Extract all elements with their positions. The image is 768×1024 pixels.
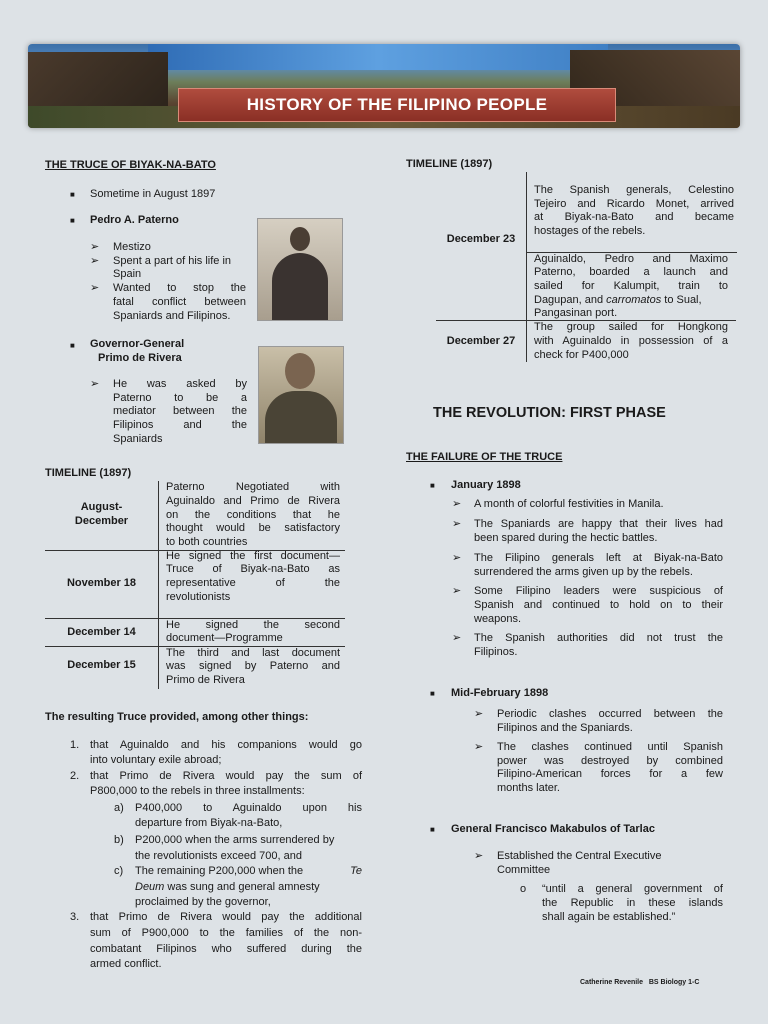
provision-text: into voluntary exile abroad;: [90, 754, 222, 766]
general-item: Established the Central Executive: [497, 850, 662, 862]
sub-text: was sung and general amnesty: [164, 881, 320, 893]
timeline-desc: sailed for Kalumpit, train to: [534, 280, 728, 292]
sub-text: proclaimed by the governor,: [135, 896, 271, 908]
provision-text: P800,000 to the rebels in three installments:: [90, 785, 305, 797]
timeline-desc: to both countries: [166, 536, 248, 548]
timeline-desc: document—Programme: [166, 632, 283, 644]
sub-text: P200,000 when the arms surrendered by: [135, 834, 335, 846]
failure-heading: THE FAILURE OF THE TRUCE: [406, 451, 563, 463]
timeline-desc: He signed the first document—: [166, 550, 340, 562]
provisions-heading: The resulting Truce provided, among other things:: [45, 711, 309, 723]
rivera-item: Paterno to be a: [113, 392, 247, 404]
sub-text-italic: Deum: [135, 881, 165, 893]
rivera-item: He was asked by: [113, 378, 247, 390]
bullet-marker: ■: [70, 216, 75, 225]
arrow-icon: ➢: [474, 708, 484, 720]
portrait-body: [265, 391, 337, 443]
quote-bullet: o: [520, 883, 527, 895]
timeline-date: August-: [80, 501, 123, 513]
timeline-desc-line: [534, 294, 702, 308]
paterno-item: Spain: [113, 268, 142, 280]
timeline-date: November 18: [66, 577, 137, 589]
paterno-portrait-image: [257, 218, 343, 321]
timeline-date: December 14: [67, 626, 136, 638]
february-item: Filipinos and the Spaniards.: [497, 722, 633, 734]
arrow-icon: ➢: [90, 282, 100, 294]
list-number: 2.: [70, 770, 80, 782]
list-number: 1.: [70, 739, 80, 751]
timeline-desc: to Sual,: [661, 294, 702, 306]
footer-author: Catherine Revenile BS Biology 1-C: [580, 979, 700, 986]
timeline-desc: Aguinaldo and Primo de Rivera: [166, 495, 340, 507]
provision-text: armed conflict.: [90, 958, 162, 970]
bullet-marker: ■: [70, 341, 75, 350]
timeline-divider-vertical: [158, 481, 159, 689]
timeline-desc: Dagupan, and: [534, 294, 607, 306]
sub-text: P400,000 to Aguinaldo upon his: [135, 802, 362, 814]
january-item: The Filipino generals left at Biyak-na-Bato: [474, 552, 723, 564]
left-timeline-heading: TIMELINE (1897): [45, 467, 132, 479]
arrow-icon: ➢: [90, 241, 100, 253]
timeline-desc: on the conditions that he: [166, 509, 340, 521]
rivera-item: Filipinos and the: [113, 419, 247, 431]
rivera-item: mediator between the: [113, 405, 247, 417]
january-item: A month of colorful festivities in Manila.: [474, 498, 664, 510]
february-item: months later.: [497, 782, 560, 794]
january-item: The Spaniards are happy that their lives had: [474, 518, 723, 530]
february-label: Mid-February 1898: [451, 687, 549, 699]
paterno-item: Mestizo: [113, 241, 151, 253]
quote-text: the Republic in these islands: [542, 897, 723, 909]
bullet-august: Sometime in August 1897: [90, 188, 216, 200]
timeline-desc: representative of the: [166, 577, 340, 589]
february-item: Periodic clashes occurred between the: [497, 708, 723, 720]
arrow-icon: ➢: [90, 378, 100, 390]
timeline-desc: He signed the second: [166, 619, 340, 631]
timeline-desc: The group sailed for Hongkong: [534, 321, 728, 333]
banner-title: HISTORY OF THE FILIPINO PEOPLE: [246, 95, 548, 114]
sub-letter: b): [114, 834, 124, 846]
timeline-desc: Paterno, boarded a launch and: [534, 266, 728, 278]
sub-letter: a): [114, 802, 124, 814]
timeline-desc: check for P400,000: [534, 349, 629, 361]
timeline-desc: at Biyak-na-Bato and became: [534, 211, 734, 223]
sub-text-line: [135, 865, 362, 879]
bullet-marker: ■: [430, 481, 435, 490]
arrow-icon: ➢: [452, 632, 462, 644]
timeline-date: December 27: [446, 335, 516, 347]
timeline-date: December: [74, 515, 129, 527]
timeline-desc: Pangasinan port.: [534, 307, 618, 319]
provision-text: sum of P900,000 to the families of the non-: [90, 927, 362, 939]
arrow-icon: ➢: [452, 585, 462, 597]
sub-text: the revolutionists exceed 700, and: [135, 850, 302, 862]
timeline-desc: thought would be satisfactory: [166, 522, 340, 534]
provision-text: combatant Filipinos who suffered during the: [90, 943, 362, 955]
timeline-desc: Paterno Negotiated with: [166, 481, 340, 493]
january-item: Some Filipino leaders were suspicious of: [474, 585, 723, 597]
arrow-icon: ➢: [474, 850, 484, 862]
timeline-desc: with Aguinaldo in possession of a: [534, 335, 728, 347]
timeline-desc: The Spanish generals, Celestino: [534, 184, 734, 196]
timeline-desc: Truce of Biyak-na-Bato as: [166, 563, 340, 575]
sub-text-line: [135, 881, 362, 895]
january-item: surrendered the arms given up by the rebels.: [474, 566, 693, 578]
arrow-icon: ➢: [452, 498, 462, 510]
paterno-item: Spaniards and Filipinos.: [113, 310, 231, 322]
portrait-head: [285, 353, 315, 389]
arrow-icon: ➢: [452, 552, 462, 564]
january-item: The Spanish authorities did not trust the: [474, 632, 723, 644]
paterno-item: Spent a part of his life in: [113, 255, 232, 267]
general-item: Committee: [497, 864, 551, 876]
february-item: power was destroyed by combined: [497, 755, 723, 767]
bullet-rivera-line1: Governor-General: [90, 338, 185, 350]
header-banner: [28, 44, 740, 128]
january-item: Spanish and continued to hold on to their: [474, 599, 723, 611]
timeline-desc: Tejeiro and Ricardo Monet, arrived: [534, 198, 734, 210]
right-timeline-heading: TIMELINE (1897): [406, 158, 493, 170]
timeline-desc: hostages of the rebels.: [534, 225, 646, 237]
timeline-date: December 23: [446, 233, 516, 245]
bullet-rivera-line2: Primo de Rivera: [98, 352, 182, 364]
february-item: The clashes continued until Spanish: [497, 741, 723, 753]
provision-text: that Primo de Rivera would pay the additional: [90, 911, 362, 923]
general-label: General Francisco Makabulos of Tarlac: [451, 823, 655, 835]
paterno-item: fatal conflict between: [113, 296, 246, 308]
banner-sky: [148, 44, 608, 70]
timeline-desc: Aguinaldo, Pedro and Maximo: [534, 253, 728, 265]
january-label: January 1898: [451, 479, 521, 491]
portrait-head: [290, 227, 310, 251]
february-item: Filipino-American forces for a few: [497, 768, 723, 780]
january-item: been spared during the hectic battles.: [474, 532, 658, 544]
timeline-divider-vertical: [526, 172, 527, 362]
provision-text: that Aguinaldo and his companions would go: [90, 739, 362, 751]
bullet-paterno: Pedro A. Paterno: [90, 214, 179, 226]
portrait-body: [272, 253, 328, 320]
bullet-marker: ■: [430, 689, 435, 698]
list-number: 3.: [70, 911, 80, 923]
timeline-desc: revolutionists: [166, 591, 231, 603]
banner-title-box: [178, 88, 616, 122]
timeline-desc-italic: carromatos: [606, 294, 662, 306]
provision-text: that Primo de Rivera would pay the sum of: [90, 770, 362, 782]
quote-text: shall again be established.”: [542, 911, 676, 923]
quote-text: “until a general government of: [542, 883, 723, 895]
sub-text: The remaining P200,000 when the: [135, 865, 307, 877]
paterno-item: Wanted to stop the: [113, 282, 246, 294]
timeline-desc: The third and last document: [166, 647, 340, 659]
timeline-desc: was signed by Paterno and: [166, 660, 340, 672]
truce-heading: THE TRUCE OF BIYAK-NA-BATO: [45, 159, 216, 171]
arrow-icon: ➢: [90, 255, 100, 267]
timeline-date: December 15: [67, 659, 136, 671]
sub-text-italic: Te: [350, 865, 362, 877]
sub-text: departure from Biyak-na-Bato,: [135, 817, 283, 829]
january-item: weapons.: [474, 613, 522, 625]
arrow-icon: ➢: [452, 518, 462, 530]
rivera-portrait-image: [258, 346, 344, 444]
timeline-desc: Primo de Rivera: [166, 674, 245, 686]
bullet-marker: ■: [70, 190, 75, 199]
january-item: Filipinos.: [474, 646, 518, 658]
bullet-marker: ■: [430, 825, 435, 834]
rivera-item: Spaniards: [113, 433, 163, 445]
sub-letter: c): [114, 865, 124, 877]
arrow-icon: ➢: [474, 741, 484, 753]
revolution-title: THE REVOLUTION: FIRST PHASE: [433, 405, 666, 421]
